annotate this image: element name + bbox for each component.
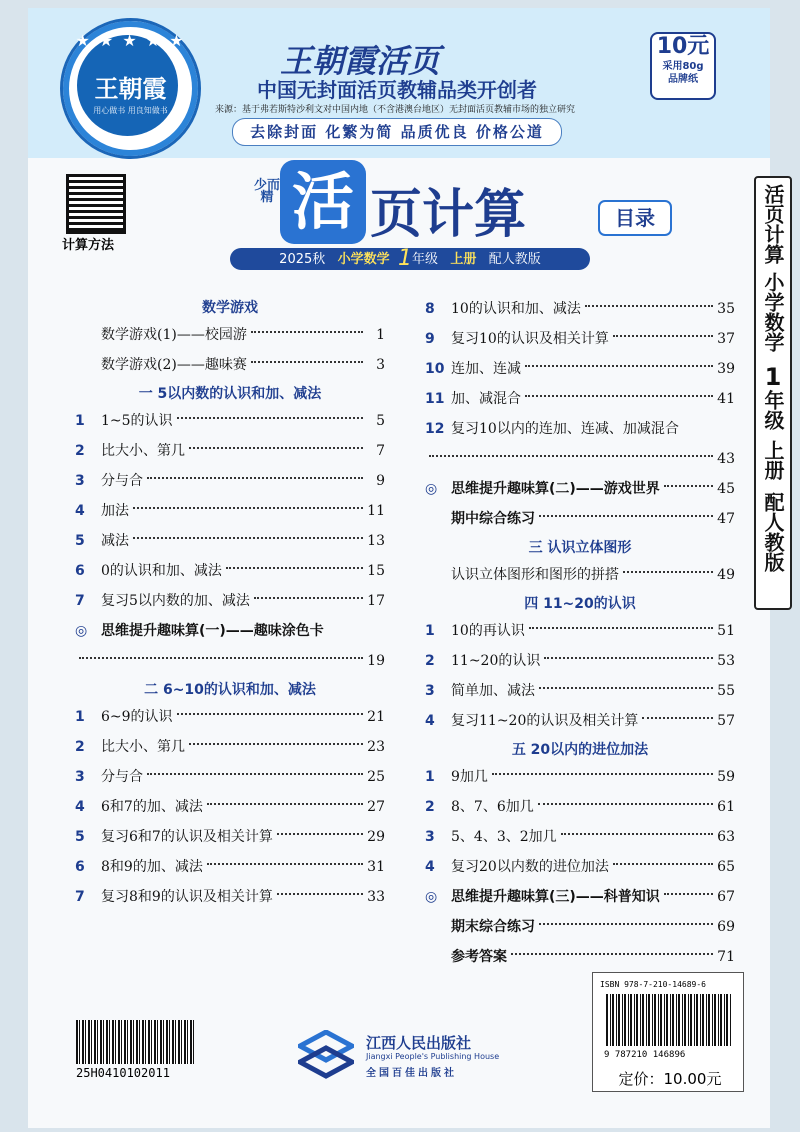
- side-tab-title: 活页计算: [761, 184, 785, 264]
- toc-entry-title: 思维提升趣味算(三)——科普知识: [451, 889, 660, 905]
- toc-entry-page: 63: [717, 829, 735, 845]
- toc-entry-page: 41: [717, 391, 735, 407]
- toc-entry-page: 43: [717, 451, 735, 467]
- toc-entry-page: 29: [367, 829, 385, 845]
- toc-leader-dots: [623, 571, 713, 573]
- toc-entry[interactable]: [75, 526, 385, 556]
- edition-year: 2025秋: [279, 252, 326, 267]
- toc-entry-number: 3: [75, 769, 85, 785]
- toc-leader-dots: [177, 713, 363, 715]
- edition-subject: 小学数学: [337, 252, 390, 267]
- side-tab-volume: 上册: [761, 440, 785, 480]
- price: 定价：10.00元: [618, 1070, 722, 1088]
- toc-entry-page: 27: [367, 799, 385, 815]
- toc-entry[interactable]: [425, 560, 735, 590]
- toc-entry-title: 认识立体图形和图形的拼搭: [451, 567, 619, 583]
- toc-entry[interactable]: [425, 444, 735, 474]
- toc-entry-page: 11: [367, 503, 385, 519]
- toc-entry-number: 4: [75, 503, 85, 519]
- toc-leader-dots: [147, 477, 363, 479]
- toc-entry[interactable]: [75, 616, 385, 646]
- toc-entry[interactable]: [425, 762, 735, 792]
- toc-entry[interactable]: [425, 384, 735, 414]
- toc-entry-title: 参考答案: [451, 949, 507, 965]
- price-tag: [650, 32, 716, 100]
- side-tab: [754, 176, 792, 610]
- toc-leader-dots: [664, 893, 713, 895]
- toc-entry-title: 思维提升趣味算(二)——游戏世界: [451, 481, 660, 497]
- edition-volume: 上册: [450, 252, 477, 267]
- toc-leader-dots: [79, 657, 363, 659]
- brand-logo: ★ ★ ★ ★ ★ 王朝霞 用心做书 用良知做书: [60, 18, 201, 159]
- toc-section-heading: 二 6~10的认识和加、减法: [144, 682, 316, 698]
- toc-entry-page: 9: [376, 473, 385, 489]
- toc-entry[interactable]: [425, 646, 735, 676]
- toc-entry-page: 15: [367, 563, 385, 579]
- side-tab-grade: 年级: [761, 390, 785, 430]
- toc-entry[interactable]: [75, 556, 385, 586]
- toc-entry-title: 9加几: [451, 769, 488, 785]
- toc-entry-number: 1: [425, 623, 435, 639]
- price-tag-value: 10元: [656, 34, 710, 59]
- toc-entry-number: 4: [425, 713, 435, 729]
- toc-leader-dots: [133, 507, 363, 509]
- toc-entry-title: 期中综合练习: [451, 511, 535, 527]
- toc-entry[interactable]: [425, 706, 735, 736]
- toc-entry-title: 数学游戏(2)——趣味赛: [101, 357, 247, 373]
- toc-entry[interactable]: [75, 406, 385, 436]
- toc-entry-title: 分与合: [101, 473, 143, 489]
- tagline: 去除封面 化繁为简 品质优良 价格公道: [232, 118, 562, 146]
- toc-entry-title: 6和7的加、减法: [101, 799, 203, 815]
- source-note: 来源：基于弗若斯特沙利文对中国内地（不含港澳台地区）无封面活页教辅市场的独立研究: [215, 105, 576, 115]
- toc-entry[interactable]: [75, 882, 385, 912]
- toc-entry-title: 复习11~20的认识及相关计算: [451, 713, 639, 729]
- toc-entry-title: 复习10以内的连加、连减、加减混合: [451, 421, 679, 437]
- price-tag-line2: 品牌纸: [668, 74, 698, 85]
- toc-entry-title: 加法: [101, 503, 129, 519]
- toc-leader-dots: [539, 923, 713, 925]
- toc-entry-page: 7: [376, 443, 385, 459]
- toc-section-heading: 三 认识立体图形: [528, 540, 632, 556]
- barcode-text: 25H0410102011: [76, 1066, 170, 1080]
- toc-entry-number: 1: [425, 769, 435, 785]
- toc-entry-number: 5: [75, 533, 85, 549]
- toc-entry[interactable]: [75, 586, 385, 616]
- barcode: [76, 1020, 194, 1064]
- toc-entry-title: 比大小、第几: [101, 739, 185, 755]
- toc-entry-title: 复习20以内数的进位加法: [451, 859, 609, 875]
- toc-entry-number: 3: [425, 683, 435, 699]
- toc-entry[interactable]: [425, 504, 735, 534]
- toc-entry[interactable]: [425, 294, 735, 324]
- publisher-logo-icon: [298, 1030, 354, 1080]
- toc-entry-title: 5、4、3、2加几: [451, 829, 557, 845]
- toc-leader-dots: [544, 657, 713, 659]
- toc-entry-number: 2: [75, 739, 85, 755]
- toc-entry[interactable]: [425, 852, 735, 882]
- toc-leader-dots: [525, 395, 713, 397]
- toc-entry-title: 0的认识和加、减法: [101, 563, 222, 579]
- toc-entry-page: 39: [717, 361, 735, 377]
- toc-entry-number: 3: [425, 829, 435, 845]
- toc-entry-title: 比大小、第几: [101, 443, 185, 459]
- toc-entry-page: 23: [367, 739, 385, 755]
- brand-slogan: 中国无封面活页教辅品类开创者: [257, 78, 537, 102]
- toc-entry-number: 2: [425, 653, 435, 669]
- toc-entry-number: 1: [75, 709, 85, 725]
- toc-entry-number: ◎: [75, 623, 88, 639]
- toc-leader-dots: [525, 365, 713, 367]
- toc-entry-page: 5: [376, 413, 385, 429]
- toc-entry-number: ◎: [425, 889, 438, 905]
- toc-entry-page: 37: [717, 331, 735, 347]
- toc-entry-page: 17: [367, 593, 385, 609]
- toc-entry-title: 期末综合练习: [451, 919, 535, 935]
- toc-entry-number: 11: [425, 391, 445, 407]
- toc-entry-page: 3: [376, 357, 385, 373]
- isbn-text: ISBN 978-7-210-14689-6: [600, 980, 706, 989]
- toc-entry-title: 复习5以内数的加、减法: [101, 593, 250, 609]
- qr-label: 计算方法: [62, 238, 115, 253]
- toc-entry-page: 35: [717, 301, 735, 317]
- toc-leader-dots: [664, 485, 713, 487]
- toc-entry-page: 31: [367, 859, 385, 875]
- toc-entry-number: 7: [75, 889, 85, 905]
- toc-entry-number: 1: [75, 413, 85, 429]
- toc-section-heading: 一 5以内数的认识和加、减法: [138, 386, 322, 402]
- brand-title: 王朝霞活页: [280, 42, 441, 80]
- title-huo: 活: [280, 160, 366, 244]
- toc-leader-dots: [207, 803, 363, 805]
- toc-entry[interactable]: [75, 350, 385, 380]
- logo-name: 王朝霞: [94, 74, 167, 103]
- toc-leader-dots: [642, 717, 713, 719]
- toc-entry-number: ◎: [425, 481, 438, 497]
- toc-entry-title: 10的再认识: [451, 623, 525, 639]
- edition-bar: [230, 248, 590, 270]
- toc-entry[interactable]: [425, 942, 735, 972]
- toc-entry[interactable]: [75, 436, 385, 466]
- toc-section-heading: 数学游戏: [202, 300, 258, 316]
- toc-entry-page: 25: [367, 769, 385, 785]
- toc-entry-page: 69: [717, 919, 735, 935]
- toc-leader-dots: [207, 863, 363, 865]
- toc-entry-page: 67: [717, 889, 735, 905]
- toc-entry[interactable]: [425, 676, 735, 706]
- toc-leader-dots: [492, 773, 713, 775]
- toc-entry-page: 61: [717, 799, 735, 815]
- toc-entry-title: 复习8和9的认识及相关计算: [101, 889, 273, 905]
- toc-entry-number: 7: [75, 593, 85, 609]
- toc-right-column: [425, 294, 735, 972]
- toc-entry-title: 8、7、6加几: [451, 799, 534, 815]
- toc-entry[interactable]: [75, 762, 385, 792]
- toc-entry[interactable]: [425, 616, 735, 646]
- toc-entry-page: 19: [367, 653, 385, 669]
- logo-subtitle: 用心做书 用良知做书: [93, 106, 168, 115]
- toc-entry-title: 8和9的加、减法: [101, 859, 203, 875]
- toc-leader-dots: [251, 331, 363, 333]
- contents-label: 目录: [598, 200, 672, 236]
- toc-entry-page: 45: [717, 481, 735, 497]
- toc-leader-dots: [511, 953, 713, 955]
- toc-leader-dots: [613, 863, 713, 865]
- toc-entry[interactable]: [75, 822, 385, 852]
- price-tag-line1: 采用80g: [662, 61, 704, 72]
- edition-grade: 年级: [411, 252, 438, 267]
- toc-leader-dots: [539, 515, 713, 517]
- toc-entry-title: 分与合: [101, 769, 143, 785]
- toc-entry-title: 11~20的认识: [451, 653, 541, 669]
- publisher-name-en: Jiangxi People's Publishing House: [366, 1052, 500, 1061]
- toc-entry-title: 简单加、减法: [451, 683, 535, 699]
- toc-leader-dots: [538, 803, 713, 805]
- toc-leader-dots: [613, 335, 713, 337]
- toc-entry-number: 3: [75, 473, 85, 489]
- publisher-honor: 全国百佳出版社: [366, 1068, 457, 1079]
- toc-entry-page: 49: [717, 567, 735, 583]
- toc-leader-dots: [133, 537, 363, 539]
- toc-entry-page: 65: [717, 859, 735, 875]
- qr-code-icon[interactable]: [66, 174, 126, 234]
- title-main: 页计算: [370, 185, 527, 245]
- toc-entry-title: 复习10的认识及相关计算: [451, 331, 609, 347]
- toc-leader-dots: [529, 627, 713, 629]
- toc-leader-dots: [254, 597, 363, 599]
- toc-entry-number: 9: [425, 331, 435, 347]
- toc-entry-page: 33: [367, 889, 385, 905]
- toc-leader-dots: [277, 833, 363, 835]
- toc-entry-page: 21: [367, 709, 385, 725]
- toc-leader-dots: [539, 687, 713, 689]
- toc-entry[interactable]: [425, 354, 735, 384]
- toc-leader-dots: [251, 361, 363, 363]
- toc-leader-dots: [189, 743, 363, 745]
- side-tab-subject: 小学数学: [761, 272, 785, 352]
- toc-entry[interactable]: [75, 852, 385, 882]
- toc-entry-title: 10的认识和加、减法: [451, 301, 581, 317]
- toc-entry-title: 6~9的认识: [101, 709, 173, 725]
- title-prefix: 少而精: [253, 178, 280, 205]
- toc-entry-title: 连加、连减: [451, 361, 521, 377]
- toc-entry[interactable]: [425, 882, 735, 912]
- toc-entry-number: 2: [425, 799, 435, 815]
- toc-entry-title: 复习6和7的认识及相关计算: [101, 829, 273, 845]
- edition-press-version: 配人教版: [488, 252, 541, 267]
- side-tab-version: 配人教版: [761, 492, 785, 572]
- toc-entry[interactable]: [425, 792, 735, 822]
- toc-entry-page: 1: [376, 327, 385, 343]
- toc-entry-number: 5: [75, 829, 85, 845]
- side-tab-grade-num: 1: [764, 363, 782, 391]
- toc-entry-page: 57: [717, 713, 735, 729]
- toc-entry[interactable]: [75, 732, 385, 762]
- isbn-digits: 9 787210 146896: [604, 1050, 686, 1060]
- toc-left-column: [75, 294, 385, 912]
- toc-entry-page: 55: [717, 683, 735, 699]
- toc-entry-number: 6: [75, 859, 85, 875]
- toc-leader-dots: [147, 773, 363, 775]
- toc-entry-title: 减法: [101, 533, 129, 549]
- toc-entry-title: 数学游戏(1)——校园游: [101, 327, 247, 343]
- toc-leader-dots: [226, 567, 363, 569]
- toc-entry-number: 4: [75, 799, 85, 815]
- toc-entry-page: 13: [367, 533, 385, 549]
- edition-grade-num: 1: [397, 246, 412, 271]
- toc-entry-number: 12: [425, 421, 445, 437]
- toc-entry-page: 53: [717, 653, 735, 669]
- toc-entry-page: 47: [717, 511, 735, 527]
- toc-entry-number: 2: [75, 443, 85, 459]
- toc-entry-title: 思维提升趣味算(一)——趣味涂色卡: [101, 623, 324, 639]
- toc-entry[interactable]: [75, 466, 385, 496]
- toc-entry[interactable]: [425, 474, 735, 504]
- toc-leader-dots: [177, 417, 363, 419]
- toc-leader-dots: [429, 455, 713, 457]
- toc-leader-dots: [189, 447, 363, 449]
- toc-entry-page: 59: [717, 769, 735, 785]
- toc-entry[interactable]: [75, 646, 385, 676]
- isbn-barcode: [606, 994, 732, 1046]
- toc-entry-title: 加、减混合: [451, 391, 521, 407]
- toc-section-heading: 四 11~20的认识: [524, 596, 636, 612]
- toc-entry[interactable]: [75, 496, 385, 526]
- toc-entry[interactable]: [425, 822, 735, 852]
- toc-entry[interactable]: [75, 702, 385, 732]
- toc-leader-dots: [277, 893, 363, 895]
- toc-leader-dots: [585, 305, 713, 307]
- toc-entry[interactable]: [425, 414, 735, 444]
- toc-entry[interactable]: [75, 792, 385, 822]
- toc-entry[interactable]: [75, 320, 385, 350]
- toc-entry-number: 4: [425, 859, 435, 875]
- toc-entry[interactable]: [425, 324, 735, 354]
- publisher-name: 江西人民出版社: [366, 1034, 472, 1052]
- toc-entry-page: 51: [717, 623, 735, 639]
- toc-entry[interactable]: [425, 912, 735, 942]
- toc-leader-dots: [561, 833, 713, 835]
- toc-section-heading: 五 20以内的进位加法: [511, 742, 649, 758]
- toc-entry-number: 8: [425, 301, 435, 317]
- toc-entry-number: 6: [75, 563, 85, 579]
- toc-entry-number: 10: [425, 361, 445, 377]
- toc-entry-title: 1~5的认识: [101, 413, 173, 429]
- toc-entry-page: 71: [717, 949, 735, 965]
